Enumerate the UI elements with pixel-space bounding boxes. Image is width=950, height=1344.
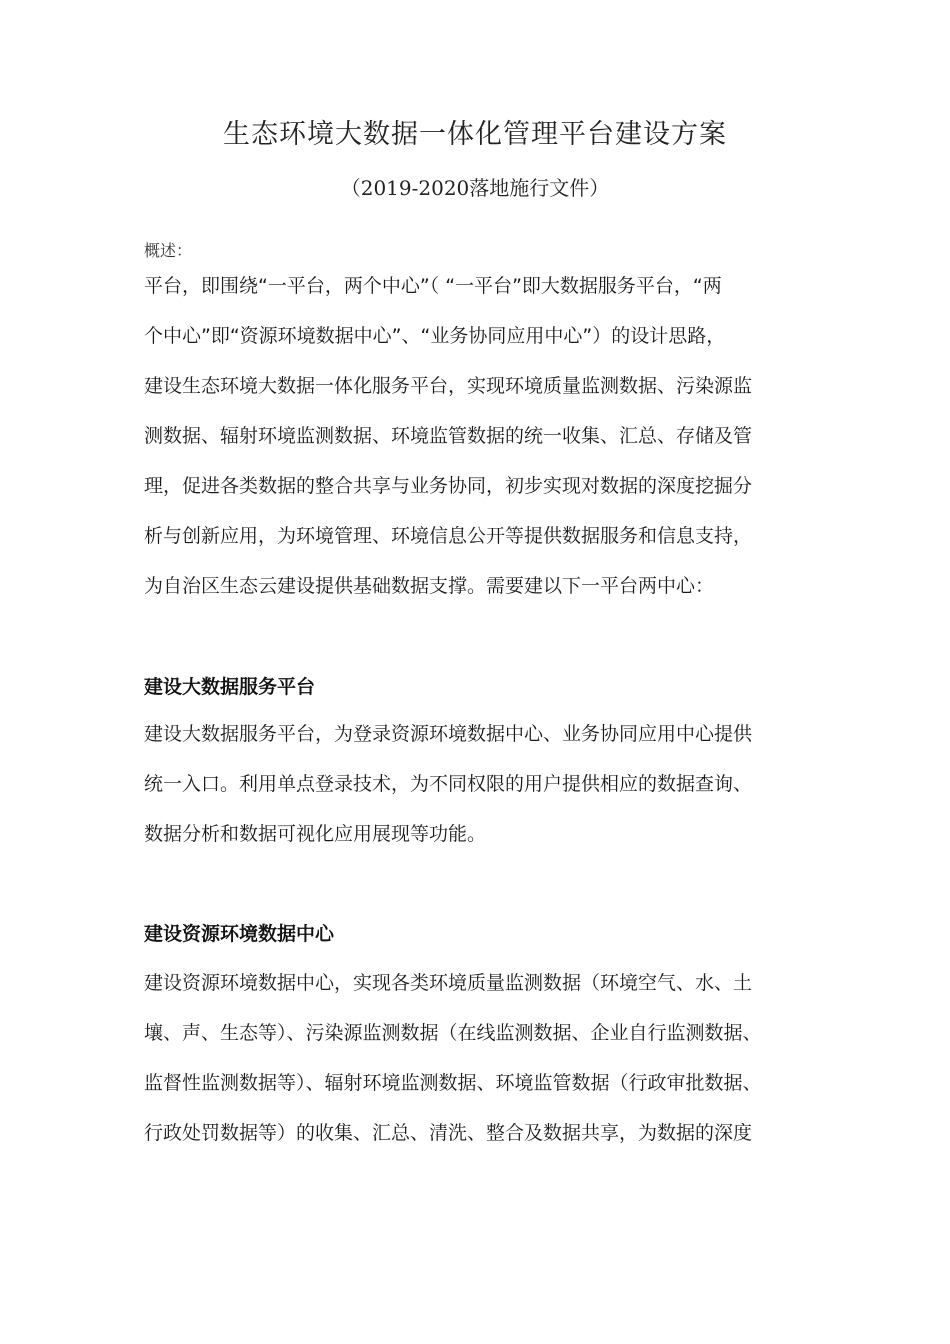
section-paragraph-platform (144, 709, 814, 859)
paragraph-line: 建设资源环境数据中心，实现各类环境质量监测数据（环境空气、水、土 (144, 972, 753, 994)
paragraph-line: 行政处罚数据等）的收集、汇总、清洗、整合及数据共享，为数据的深度 (144, 1122, 753, 1144)
paragraph-line: 个中心”即“资源环境数据中心”、“业务协同应用中心”）的设计思路， (144, 325, 726, 347)
document-subtitle: （2019-2020落地施行文件） (340, 176, 610, 200)
paragraph-line: 建设大数据服务平台，为登录资源环境数据中心、业务协同应用中心提供 (144, 723, 753, 745)
paragraph-line: 统一入口。利用单点登录技术，为不同权限的用户提供相应的数据查询、 (144, 773, 753, 795)
section-paragraph-data-center (144, 958, 814, 1158)
paragraph-line: 建设生态环境大数据一体化服务平台，实现环境质量监测数据、污染源监 (144, 375, 753, 397)
section-heading-data-center: 建设资源环境数据中心 (144, 923, 335, 945)
document-title: 生态环境大数据一体化管理平台建设方案 (223, 119, 727, 150)
overview-paragraph (144, 261, 814, 611)
paragraph-line: 理，促进各类数据的整合共享与业务协同，初步实现对数据的深度挖掘分 (144, 475, 753, 497)
paragraph-line: 壤、声、生态等）、污染源监测数据（在线监测数据、企业自行监测数据、 (144, 1022, 762, 1044)
section-heading-platform: 建设大数据服务平台 (144, 676, 316, 698)
paragraph-line: 数据分析和数据可视化应用展现等功能。 (144, 823, 487, 845)
paragraph-line: 平台，即围绕“一平台，两个中心”（ “一平台”即大数据服务平台，“两 (144, 275, 722, 297)
overview-label: 概述： (144, 241, 193, 260)
paragraph-line: 为自治区生态云建设提供基础数据支撑。需要建以下一平台两中心： (144, 575, 715, 597)
paragraph-line: 测数据、辐射环境监测数据、环境监管数据的统一收集、汇总、存储及管 (144, 425, 753, 447)
paragraph-line: 监督性监测数据等）、辐射环境监测数据、环境监管数据（行政审批数据、 (144, 1072, 762, 1094)
paragraph-line: 析与创新应用，为环境管理、环境信息公开等提供数据服务和信息支持， (144, 525, 753, 547)
